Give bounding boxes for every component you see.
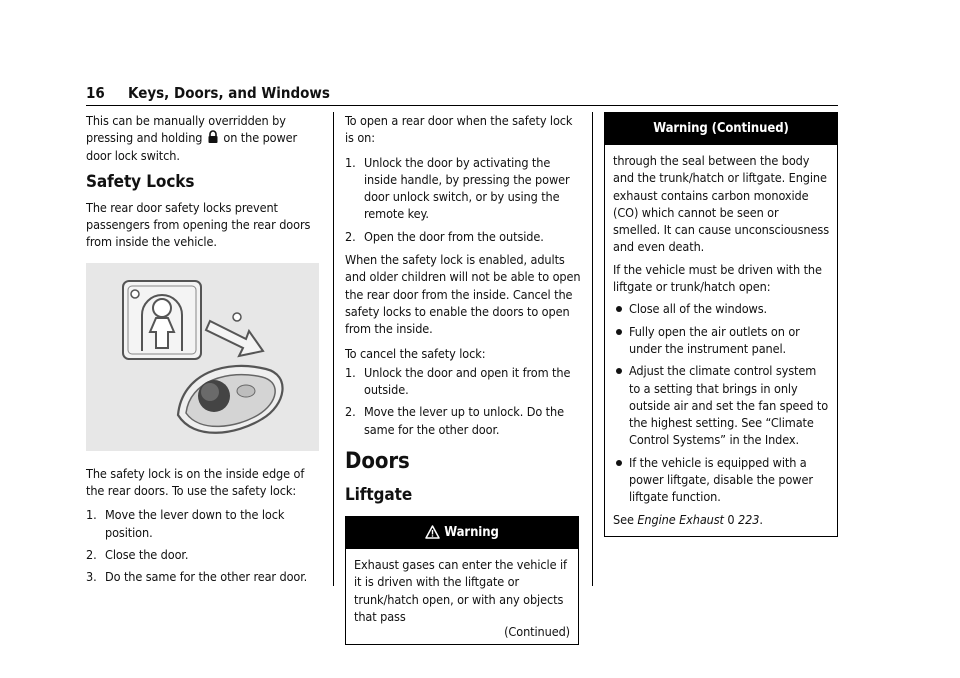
lock-steps-list [86, 506, 322, 585]
section-title: Keys, Doors, and Windows [128, 84, 330, 102]
page-reference[interactable]: 223 [738, 511, 760, 527]
list-item: 2. Close the door. [86, 546, 189, 562]
column-2 [345, 112, 581, 645]
warning-triangle-icon [425, 525, 440, 539]
intro-paragraph: This can be manually overridden by pressing and holding on the power door lock switch. [86, 113, 298, 163]
page-header [86, 84, 838, 106]
warning-box-continued [604, 112, 838, 537]
safety-locks-paragraph: The rear door safety locks prevent passengers from opening the rear doors from inside the vehicle. [86, 199, 311, 250]
column-divider [592, 112, 593, 586]
warning-text-continued: through the seal between the body and the trunk/hatch or liftgate. Engine exhaust contains carbon monoxide (CO) which cannot be seen or smelled. It can cause unconsciousness and even death. [613, 153, 829, 255]
cancel-safety-lock-intro: To cancel the safety lock: [345, 345, 486, 361]
lock-icon [207, 130, 219, 144]
list-item: 1. Unlock the door and open it from the outside. [345, 364, 571, 398]
list-item: Close all of the windows. [613, 300, 829, 317]
section-heading-safety-locks: Safety Locks [86, 171, 195, 192]
section-heading-liftgate: Liftgate [345, 485, 413, 506]
safety-lock-location-paragraph: The safety lock is on the inside edge of the rear doors. To use the safety lock: [86, 465, 305, 499]
liftgate-open-bullets [613, 300, 829, 505]
warning-text: Exhaust gases can enter the vehicle if it is driven with the liftgate or trunk/hatch open, or with any objects that pass [354, 557, 567, 624]
list-item: 1. Move the lever down to the lock position. [86, 507, 285, 540]
page-number: 16 [86, 84, 105, 102]
list-item: Fully open the air outlets on or under the instrument panel. [613, 323, 829, 358]
page-arrow-icon: 0 [727, 511, 735, 527]
warning-header-continued: Warning (Continued) [605, 113, 837, 145]
liftgate-open-intro: If the vehicle must be driven with the liftgate or trunk/hatch open: [613, 261, 822, 295]
column-3 [604, 112, 840, 537]
open-rear-door-intro: To open a rear door when the safety lock is on: [345, 113, 573, 146]
column-1 [86, 112, 322, 592]
engine-exhaust-link[interactable]: Engine Exhaust [637, 511, 724, 527]
list-item: Adjust the climate control system to a setting that brings in only outside air and set the fan speed to the highest setting. See “Climate Control Systems” in the Index. [613, 362, 829, 448]
see-reference: See Engine Exhaust 0 223. [613, 511, 763, 527]
column-divider [333, 112, 334, 586]
list-item: 2. Move the lever up to unlock. Do the same for the other door. [345, 404, 564, 437]
warning-header: Warning [346, 517, 578, 549]
safety-lock-enabled-paragraph: When the safety lock is enabled, adults and older children will not be able to open the rear door from the inside. Cancel the safety locks to enable the doors to open from the inside. [345, 252, 581, 337]
list-item: 2. Open the door from the outside. [345, 228, 544, 244]
continued-label: (Continued) [504, 624, 570, 640]
list-item: 1. Unlock the door by activating the inside handle, by pressing the power door unlock switch, or by using the remote key. [345, 154, 570, 222]
list-item: If the vehicle is equipped with a power liftgate, disable the power liftgate function. [613, 454, 829, 506]
child-safety-lock-illustration [86, 263, 319, 451]
warning-box [345, 516, 579, 644]
open-rear-door-steps [345, 154, 581, 245]
list-item: 3. Do the same for the other rear door. [86, 569, 308, 585]
cancel-safety-lock-steps [345, 364, 581, 438]
chapter-heading-doors: Doors [345, 449, 410, 475]
